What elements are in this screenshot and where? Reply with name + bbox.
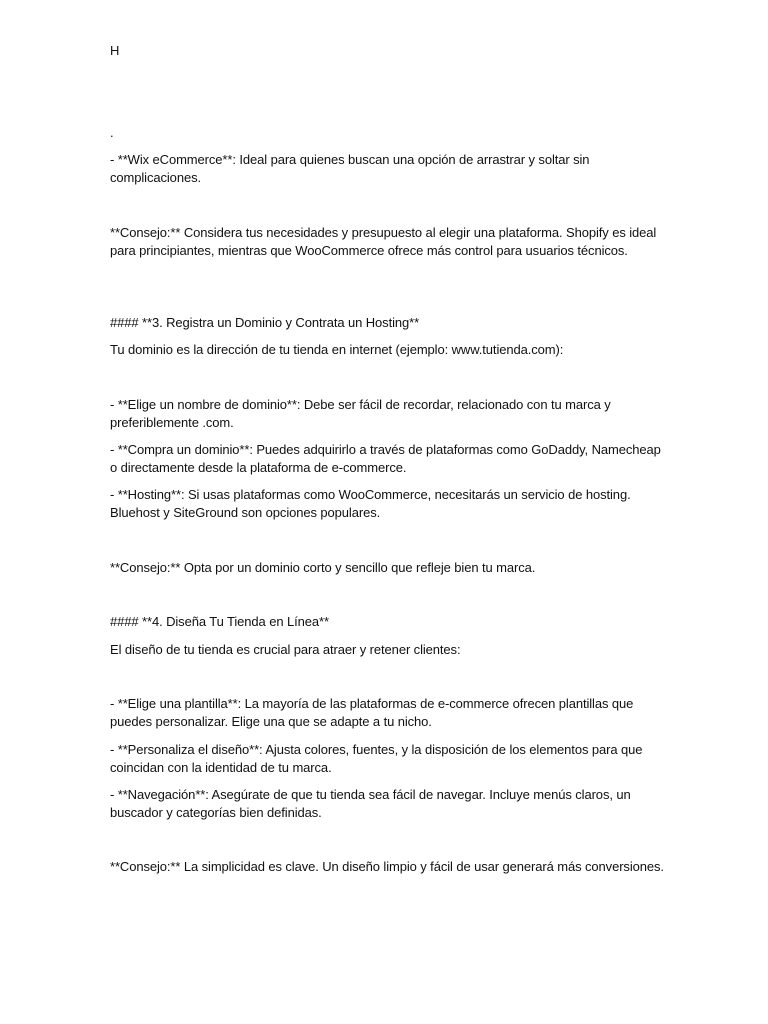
- list-item-hosting: - **Hosting**: Si usas plataformas como WooCommerce, necesitarás un servicio de hosting. Bluehost y SiteGround son opciones populares.: [110, 487, 631, 520]
- page-initial: H: [110, 43, 120, 58]
- tip-design: **Consejo:** La simplicidad es clave. Un diseño limpio y fácil de usar generará más conversiones.: [110, 859, 664, 874]
- tip-domain: **Consejo:** Opta por un dominio corto y sencillo que refleje bien tu marca.: [110, 560, 536, 575]
- list-item-template: - **Elige una plantilla**: La mayoría de las plataformas de e-commerce ofrecen plantillas que puedes personalizar. Elige una que se adapte a tu nicho.: [110, 696, 634, 729]
- list-item-choose-domain: - **Elige un nombre de dominio**: Debe ser fácil de recordar, relacionado con tu marca y preferiblemente .com.: [110, 397, 611, 430]
- stray-dot: .: [110, 125, 114, 140]
- list-item-wix: - **Wix eCommerce**: Ideal para quienes buscan una opción de arrastrar y soltar sin complicaciones.: [110, 152, 590, 185]
- list-item-customize: - **Personaliza el diseño**: Ajusta colores, fuentes, y la disposición de los elementos para que coincidan con la identidad de tu marca.: [110, 742, 643, 775]
- design-intro: El diseño de tu tienda es crucial para atraer y retener clientes:: [110, 642, 461, 657]
- list-item-navigation: - **Navegación**: Asegúrate de que tu tienda sea fácil de navegar. Incluye menús claros, un buscador y categorías bien definidas.: [110, 787, 631, 820]
- tip-platform: **Consejo:** Considera tus necesidades y presupuesto al elegir una plataforma. Shopify es ideal para principiantes, mientras que WooCommerce ofrece más control para usuarios técnicos.: [110, 225, 657, 258]
- section-heading-design: #### **4. Diseña Tu Tienda en Línea**: [110, 614, 329, 629]
- list-item-buy-domain: - **Compra un dominio**: Puedes adquirirlo a través de plataformas como GoDaddy, Namecheap o directamente desde la plataforma de e-commerce.: [110, 442, 661, 475]
- section-heading-domain: #### **3. Registra un Dominio y Contrata un Hosting**: [110, 315, 420, 330]
- domain-intro: Tu dominio es la dirección de tu tienda en internet (ejemplo: www.tutienda.com):: [110, 342, 564, 357]
